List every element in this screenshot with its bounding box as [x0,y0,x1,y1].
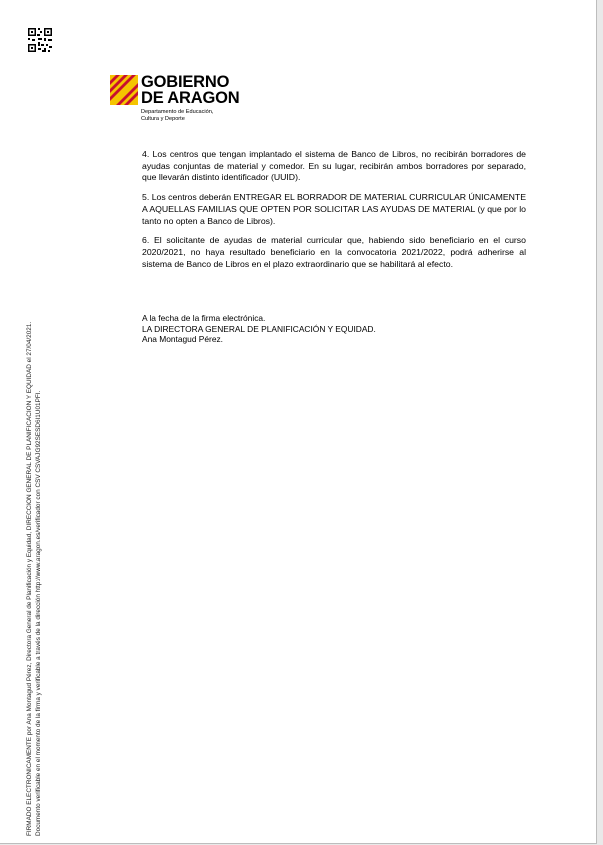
signature-title: LA DIRECTORA GENERAL DE PLANIFICACIÓN Y EQUIDAD. [142,323,376,334]
department-name [141,109,213,123]
logo-line-1: GOBIERNO [141,73,230,91]
signature-name: Ana Montagud Pérez. [142,334,224,345]
department-line-1: Departamento de Educación, [141,109,214,115]
paragraph-5: 5. Los centros deberán ENTREGAR EL BORRADOR DE MATERIAL CURRICULAR ÚNICAMENTE A AQUELLAS FAMILIAS QUE OPTEN POR SOLICITAR LAS AYUDAS DE MATERIAL (y que por lo tanto no opten a Banco de Libros). [142,192,526,226]
electronic-signature-stamp [26,256,43,836]
paragraph-4: 4. Los centros que tengan implantado el sistema de Banco de Libros, no recibirán borradores de ayudas conjuntas de material y comedor. En su lugar, recibirán ambos borradores por separado, que llevarán distinto identificador (UUID). [142,149,526,183]
paragraph-6: 6. El solicitante de ayudas de material curricular que, habiendo sido beneficiario en el curso 2020/2021, no haya resultado beneficiario en la convocatoria 2021/2022, podrá adherirse al sistema de Banco de Libros en el plazo extraordinario que se habilitará al efecto. [142,235,526,269]
logo-wordmark [141,74,239,106]
department-line-2: Cultura y Deporte [141,116,185,122]
signature-block [142,313,376,345]
document-body [142,149,526,278]
logo-line-2: DE ARAGON [141,89,240,107]
stamp-line-2: Documento verificable en el momento de la firma y verificable a través de la dirección http://www.aragon.es/verificador con CSV CSVAJG92SESD6I1U01PFI. [34,390,42,836]
signature-date-line: A la fecha de la firma electrónica. [142,313,266,323]
aragon-flag-icon [110,75,138,105]
qr-code-icon [28,28,52,52]
stamp-line-1: FIRMADO ELECTRÓNICAMENTE por Ana Montagud Pérez, Directora General de Planificación y Equidad, DIRECCIÓN GENERAL DE PLANIFICACIÓN Y EQUIDAD el 27/04/2021. [26,321,33,836]
